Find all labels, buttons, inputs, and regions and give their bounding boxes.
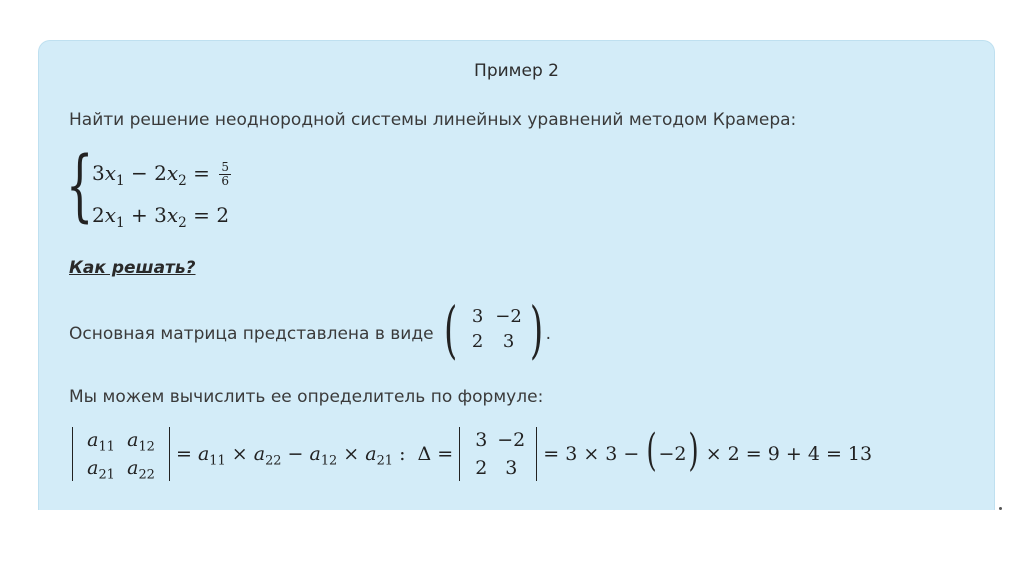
right-paren: ) <box>530 293 544 366</box>
determinant-formula: $a_{11}$ $a_{12}$ $a_{21}$ $a_{22}$ = $a_{11} \times a_{22} - a_{12} \times a_{21}$ : Δ = 3 −2 2 3 = 3 × 3 − ( −2 ) × 2 = 9 + 4 = 13 <box>66 427 872 481</box>
left-paren: ( <box>443 293 457 366</box>
det-cell-22: 3 <box>505 457 518 479</box>
eq1-rhs-numerator: 5 <box>221 160 229 175</box>
period: . <box>545 324 551 344</box>
det-cell-11: 3 <box>475 429 488 451</box>
equation-1: $3x_1 - 2x_2$ = $\frac{5}{6}$ <box>92 160 229 189</box>
eq1-coef-1: 3 <box>92 161 105 185</box>
numeric-determinant <box>459 427 537 481</box>
formula-intro-text: Мы можем вычислить ее определитель по формуле: <box>69 387 544 407</box>
eq1-rhs-denominator: 6 <box>221 174 229 188</box>
corner-dot <box>999 507 1002 510</box>
eq2-operator: + <box>131 203 148 227</box>
determinant-result: × 2 = 9 + 4 = 13 <box>705 443 873 465</box>
matrix-cell-11: 3 <box>471 306 484 327</box>
eq1-coef-2: 2 <box>154 161 167 185</box>
left-brace: { <box>66 141 94 231</box>
how-to-solve-link[interactable]: Как решать? <box>69 258 196 278</box>
main-matrix <box>443 293 544 366</box>
example-title: Пример 2 <box>474 61 559 81</box>
matrix-cell-21: 2 <box>471 331 484 352</box>
matrix-cell-12: −2 <box>495 306 522 327</box>
eq2-coef-2: 3 <box>154 203 167 227</box>
equation-2: $2x_1 + 3x_2 = 2$ <box>92 203 230 231</box>
eq1-rhs-fraction <box>219 161 231 187</box>
task-text: Найти решение неоднородной системы линейных уравнений методом Крамера: <box>69 110 797 130</box>
symbolic-determinant: $a_{11}$ $a_{12}$ $a_{21}$ $a_{22}$ <box>72 427 170 481</box>
det-cell-12: −2 <box>497 429 526 451</box>
example-card <box>38 40 995 510</box>
det-cell-21: 2 <box>475 457 488 479</box>
matrix-cell-22: 3 <box>502 331 515 352</box>
main-matrix-line <box>69 293 551 366</box>
eq2-rhs: 2 <box>216 203 230 227</box>
eq2-coef-1: 2 <box>92 203 105 227</box>
main-matrix-text: Основная матрица представлена в виде <box>69 324 434 344</box>
eq1-operator: − <box>131 161 148 185</box>
